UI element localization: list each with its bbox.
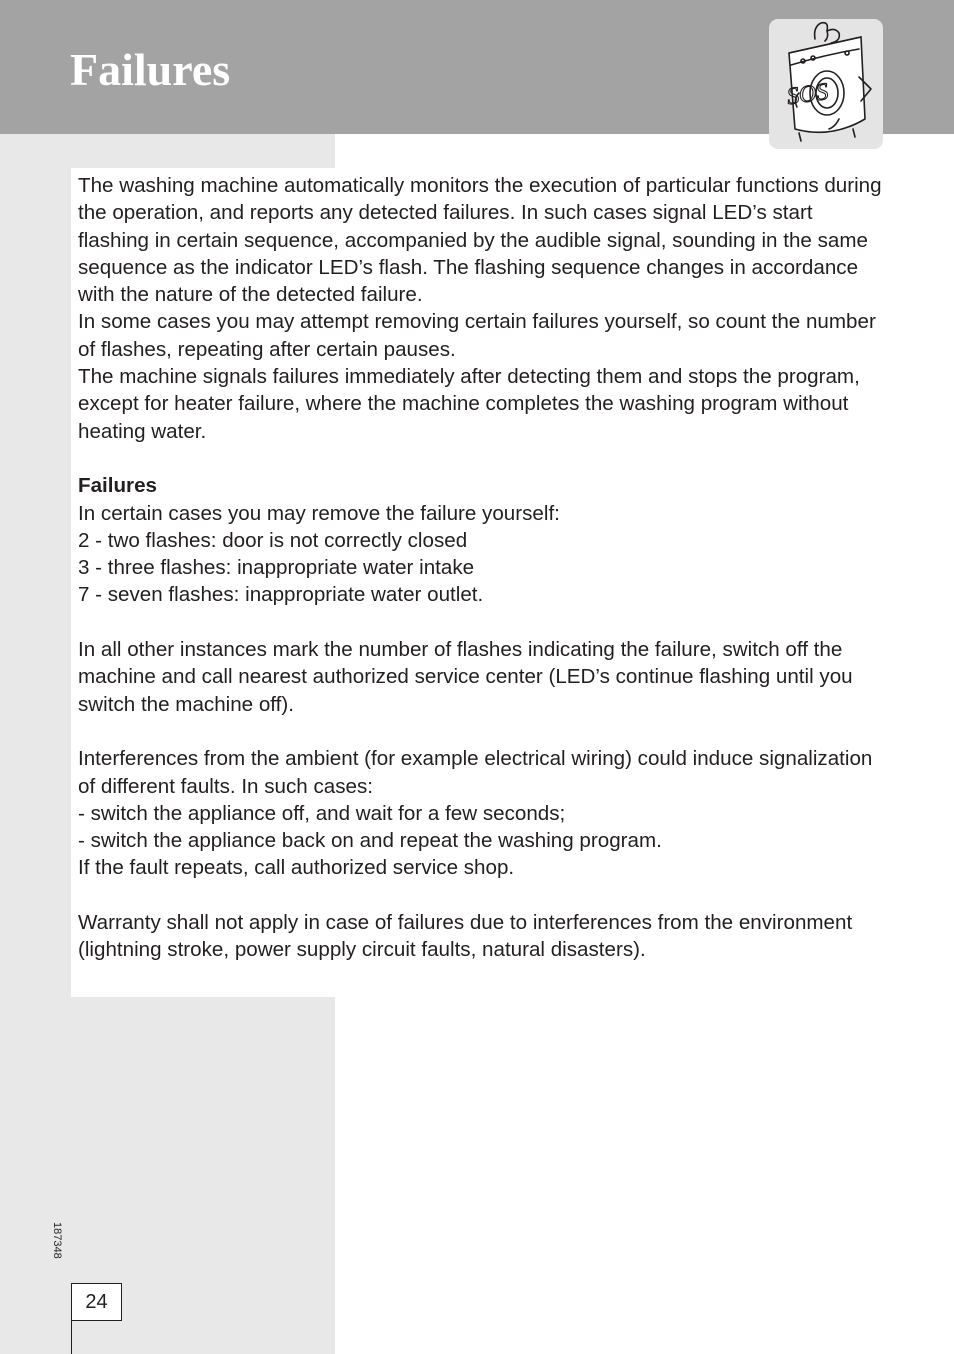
document-code: 187348 bbox=[51, 1222, 63, 1259]
interference-step: - switch the appliance off, and wait for a few seconds; bbox=[78, 801, 566, 825]
warranty-paragraph: Warranty shall not apply in case of failures due to interferences from the environment (lightning stroke, power supply circuit faults, natural disasters). bbox=[78, 911, 853, 962]
other-instances-paragraph: In all other instances mark the number of flashes indicating the failure, switch off the machine and call nearest authorized service center (LED’s continue flashing until you switch the machine off). bbox=[78, 638, 853, 716]
failure-code-item: 2 - two flashes: door is not correctly closed bbox=[78, 528, 468, 552]
interference-step: - switch the appliance back on and repeat the washing program. bbox=[78, 829, 662, 853]
intro-paragraph: The washing machine automatically monitors the execution of particular functions during the operation, and reports any detected failures. In such cases signal LED’s start flashing in certain sequence, accompanied by the audible signal, sounding in the same sequence as the indicator LED’s flash. The flashing sequence changes in accordance with the nature of the detected failure. bbox=[78, 174, 882, 307]
failures-intro: In certain cases you may remove the failure yourself: bbox=[78, 501, 560, 525]
intro-paragraph: In some cases you may attempt removing certain failures yourself, so count the number of flashes, repeating after certain pauses. bbox=[78, 310, 876, 361]
failure-code-item: 3 - three flashes: inappropriate water intake bbox=[78, 556, 475, 580]
sos-washing-machine-icon bbox=[769, 19, 883, 149]
interference-intro: Interferences from the ambient (for example electrical wiring) could induce signalization of different faults. In such cases: bbox=[78, 747, 873, 798]
page-number-rule bbox=[71, 1320, 72, 1354]
intro-paragraph: The machine signals failures immediately after detecting them and stops the program, except for heater failure, where the machine completes the washing program without heating water. bbox=[78, 365, 860, 443]
failure-code-item: 7 - seven flashes: inappropriate water outlet. bbox=[78, 583, 484, 607]
logo-text: SOS bbox=[785, 78, 830, 111]
failures-heading: Failures bbox=[78, 474, 157, 498]
interference-outro: If the fault repeats, call authorized service shop. bbox=[78, 856, 515, 880]
content bbox=[78, 172, 883, 964]
page-number: 24 bbox=[71, 1283, 122, 1321]
page-title: Failures bbox=[70, 44, 231, 95]
